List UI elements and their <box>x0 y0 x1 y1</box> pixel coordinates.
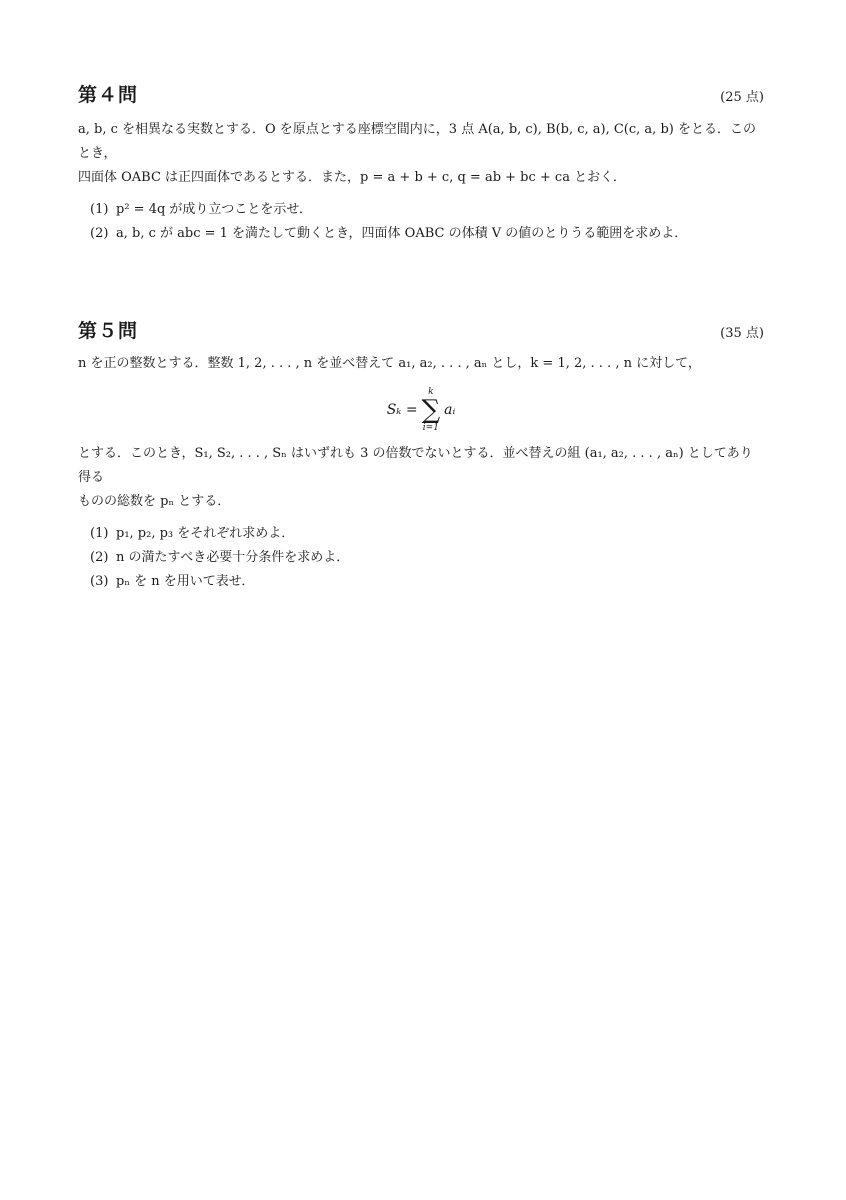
problem-5-intro: n を正の整数とする．整数 1, 2, . . . , n を並べ替えて a₁, a₂, . . . , aₙ とし，k = 1, 2, . . . , n に対して， <box>78 356 701 371</box>
question-number: (2) <box>90 550 109 565</box>
problem-5-header <box>78 316 764 346</box>
problem-5-question-2 <box>90 546 764 570</box>
problem-4-question-1 <box>90 198 764 222</box>
question-number: (3) <box>90 574 109 589</box>
question-text: n の満たすべき必要十分条件を求めよ． <box>116 550 350 565</box>
question-text: p² = 4q が成り立つことを示せ． <box>116 202 313 217</box>
problem-5-condition-line-1: とする．このとき，S₁, S₂, . . . , Sₙ はいずれも 3 の倍数でないとする．並べ替えの組 (a₁, a₂, . . . , aₙ) としてあり得る <box>78 446 753 485</box>
problem-4-question-2 <box>90 222 764 246</box>
equation-term: aᵢ <box>444 402 456 418</box>
question-text: pₙ を n を用いて表せ． <box>116 574 255 589</box>
problem-4-statement <box>78 118 764 190</box>
question-number: (1) <box>90 202 109 217</box>
question-number: (1) <box>90 526 109 541</box>
problem-5 <box>78 316 764 594</box>
sum-upper-limit: k <box>428 387 434 397</box>
sigma-symbol: ∑ <box>421 395 441 425</box>
problem-4 <box>78 80 764 246</box>
problem-4-statement-line-1: a, b, c を相異なる実数とする．O を原点とする座標空間内に，3 点 A(a, b, c), B(b, c, a), C(c, a, b) をとる．このとき， <box>78 122 756 161</box>
question-number: (2) <box>90 226 109 241</box>
problem-4-title: 第４問 <box>78 84 139 106</box>
problem-5-questions <box>90 522 764 594</box>
problem-5-condition-line-2: ものの総数を pₙ とする． <box>78 494 231 509</box>
summation <box>422 387 441 433</box>
question-text: p₁, p₂, p₃ をそれぞれ求めよ． <box>116 526 295 541</box>
problem-5-question-3 <box>90 570 764 594</box>
problem-5-question-1 <box>90 522 764 546</box>
problem-5-condition <box>78 442 764 514</box>
sum-lower-limit: i=1 <box>422 423 439 433</box>
question-text: a, b, c が abc = 1 を満たして動くとき，四面体 OABC の体積 V の値のとりうる範囲を求めよ． <box>116 226 688 241</box>
problem-4-statement-line-2: 四面体 OABC は正四面体であるとする．また，p = a + b + c, q = ab + bc + ca とおく． <box>78 170 626 185</box>
sum-equation <box>78 384 764 436</box>
problem-4-questions <box>90 198 764 246</box>
problem-5-points: (35 点) <box>720 326 764 341</box>
equation-lhs: Sₖ = <box>386 402 418 418</box>
problem-4-header <box>78 80 764 110</box>
problem-5-title: 第５問 <box>78 320 139 342</box>
problem-4-points: (25 点) <box>720 90 764 105</box>
